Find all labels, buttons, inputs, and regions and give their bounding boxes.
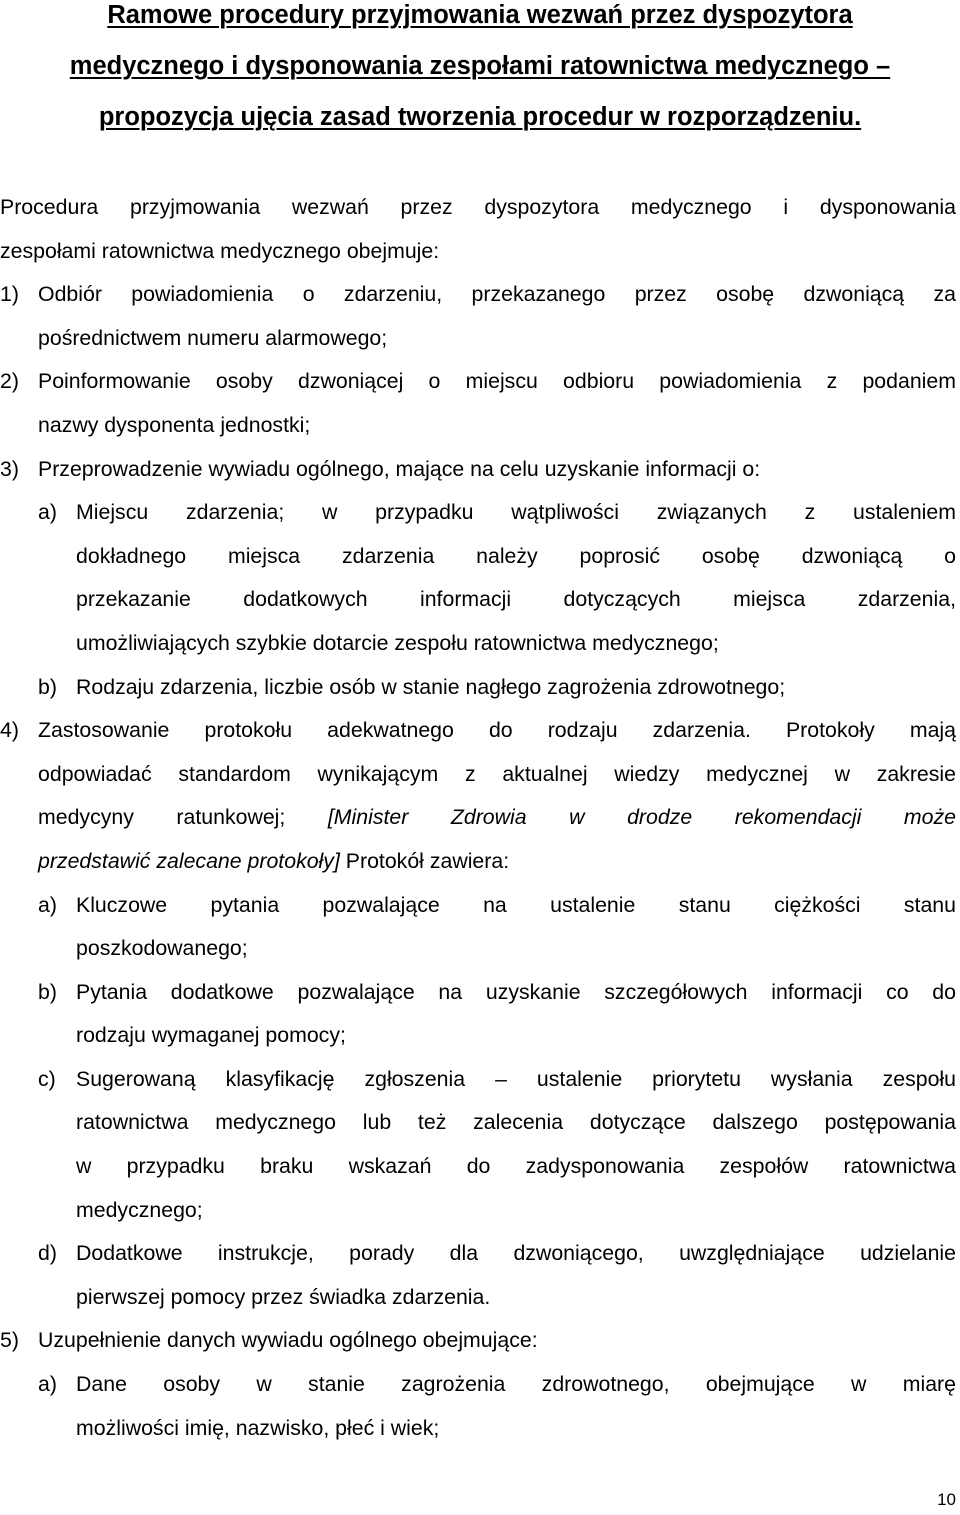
list-item-text: Odbiór powiadomienia o zdarzeniu, przekazanego przez osobę dzwoniącą za [38, 282, 956, 307]
list-item-5 [0, 1319, 956, 1363]
list-item-text [38, 840, 956, 884]
sub-item-text: poszkodowanego; [76, 936, 248, 961]
sub-item-letter: c) [38, 1066, 56, 1091]
sub-item-text: Kluczowe pytania pozwalające na ustalenie stanu ciężkości stanu [76, 892, 956, 917]
sub-item-text: umożliwiających szybkie dotarcie zespołu ratownictwa medycznego; [76, 630, 719, 655]
list-item-4 [0, 709, 956, 883]
list-item-number: 5) [0, 1328, 19, 1353]
page-number: 10 [937, 1490, 956, 1509]
sub-item-text: w przypadku braku wskazań do zadysponowania zespołów ratownictwa [76, 1154, 956, 1179]
list-item-text: Zastosowanie protokołu adekwatnego do rodzaju zdarzenia. Protokoły mają [38, 718, 956, 743]
sub-item-text: Miejscu zdarzenia; w przypadku wątpliwości związanych z ustaleniem [76, 500, 956, 525]
text-normal: medycyny ratunkowej; [38, 805, 328, 830]
list-item-number: 3) [0, 456, 19, 481]
sub-item-text: Sugerowaną klasyfikację zgłoszenia – ustalenie priorytetu wysłania zespołu [76, 1066, 956, 1091]
sub-item-text: dokładnego miejsca zdarzenia należy poprosić osobę dzwoniącą o [76, 543, 956, 568]
sub-item-text: Rodzaju zdarzenia, liczbie osób w stanie nagłego zagrożenia zdrowotnego; [76, 674, 786, 699]
sub-item-letter: d) [38, 1241, 57, 1266]
sub-item-text: przekazanie dodatkowych informacji dotyczących miejsca zdarzenia, [76, 587, 956, 612]
title-line-3: propozycja ujęcia zasad tworzenia procedur w rozporządzeniu. [98, 103, 862, 131]
sub-item-text: Dane osoby w stanie zagrożenia zdrowotnego, obejmujące w miarę [76, 1372, 956, 1397]
document-body [0, 186, 956, 1450]
sub-item-letter: a) [38, 500, 57, 525]
intro-line-1: Procedura przyjmowania wezwań przez dyspozytora medycznego i dysponowania [0, 195, 956, 219]
sub-item-4b [0, 971, 956, 1058]
list-item-text: pośrednictwem numeru alarmowego; [38, 325, 388, 350]
sub-item-text: rodzaju wymaganej pomocy; [76, 1023, 346, 1048]
list-item-text: odpowiadać standardom wynikającym z aktualnej wiedzy medycznej w zakresie [38, 761, 956, 786]
sub-item-text: pierwszej pomocy przez świadka zdarzenia. [76, 1284, 491, 1309]
list-item-2 [0, 360, 956, 447]
list-item-number: 2) [0, 369, 19, 394]
sub-item-3a [0, 491, 956, 665]
text-italic: [Minister Zdrowia w drodze rekomendacji może [327, 805, 956, 830]
title-line-2: medycznego i dysponowania zespołami ratownictwa medycznego – [69, 52, 891, 80]
sub-item-4a [0, 884, 956, 971]
text-normal: Protokół zawiera: [339, 848, 510, 873]
text-italic: przedstawić zalecane protokoły] [38, 848, 340, 873]
list-item-number: 1) [0, 282, 19, 307]
sub-item-text: medycznego; [76, 1197, 203, 1222]
list-item-number: 4) [0, 718, 19, 743]
sub-item-text: możliwości imię, nazwisko, płeć i wiek; [76, 1415, 440, 1440]
list-item-text: Przeprowadzenie wywiadu ogólnego, mające na celu uzyskanie informacji o: [38, 456, 761, 481]
sub-item-5a [0, 1363, 956, 1450]
sub-item-3b [0, 666, 956, 710]
sub-item-letter: b) [38, 674, 57, 699]
intro-line-2: zespołami ratownictwa medycznego obejmuje: [0, 238, 440, 263]
sub-item-4c [0, 1058, 956, 1232]
sub-item-letter: b) [38, 979, 57, 1004]
sub-item-letter: a) [38, 892, 57, 917]
list-item-text: Uzupełnienie danych wywiadu ogólnego obejmujące: [38, 1328, 538, 1353]
list-item-text: Poinformowanie osoby dzwoniącej o miejscu odbioru powiadomienia z podaniem [38, 369, 956, 394]
title-line-1: Ramowe procedury przyjmowania wezwań przez dyspozytora [107, 1, 853, 29]
sub-item-4d [0, 1232, 956, 1319]
list-item-text [38, 796, 956, 840]
list-item-1 [0, 273, 956, 360]
list-item-text: nazwy dysponenta jednostki; [38, 412, 311, 437]
sub-item-text: Pytania dodatkowe pozwalające na uzyskanie szczegółowych informacji co do [76, 979, 956, 1004]
sub-item-text: Dodatkowe instrukcje, porady dla dzwoniącego, uwzględniające udzielanie [76, 1241, 956, 1266]
sub-item-text: ratownictwa medycznego lub też zalecenia dotyczące dalszego postępowania [76, 1110, 956, 1135]
list-item-3 [0, 448, 956, 492]
sub-item-letter: a) [38, 1372, 57, 1397]
document-title [0, 0, 960, 131]
